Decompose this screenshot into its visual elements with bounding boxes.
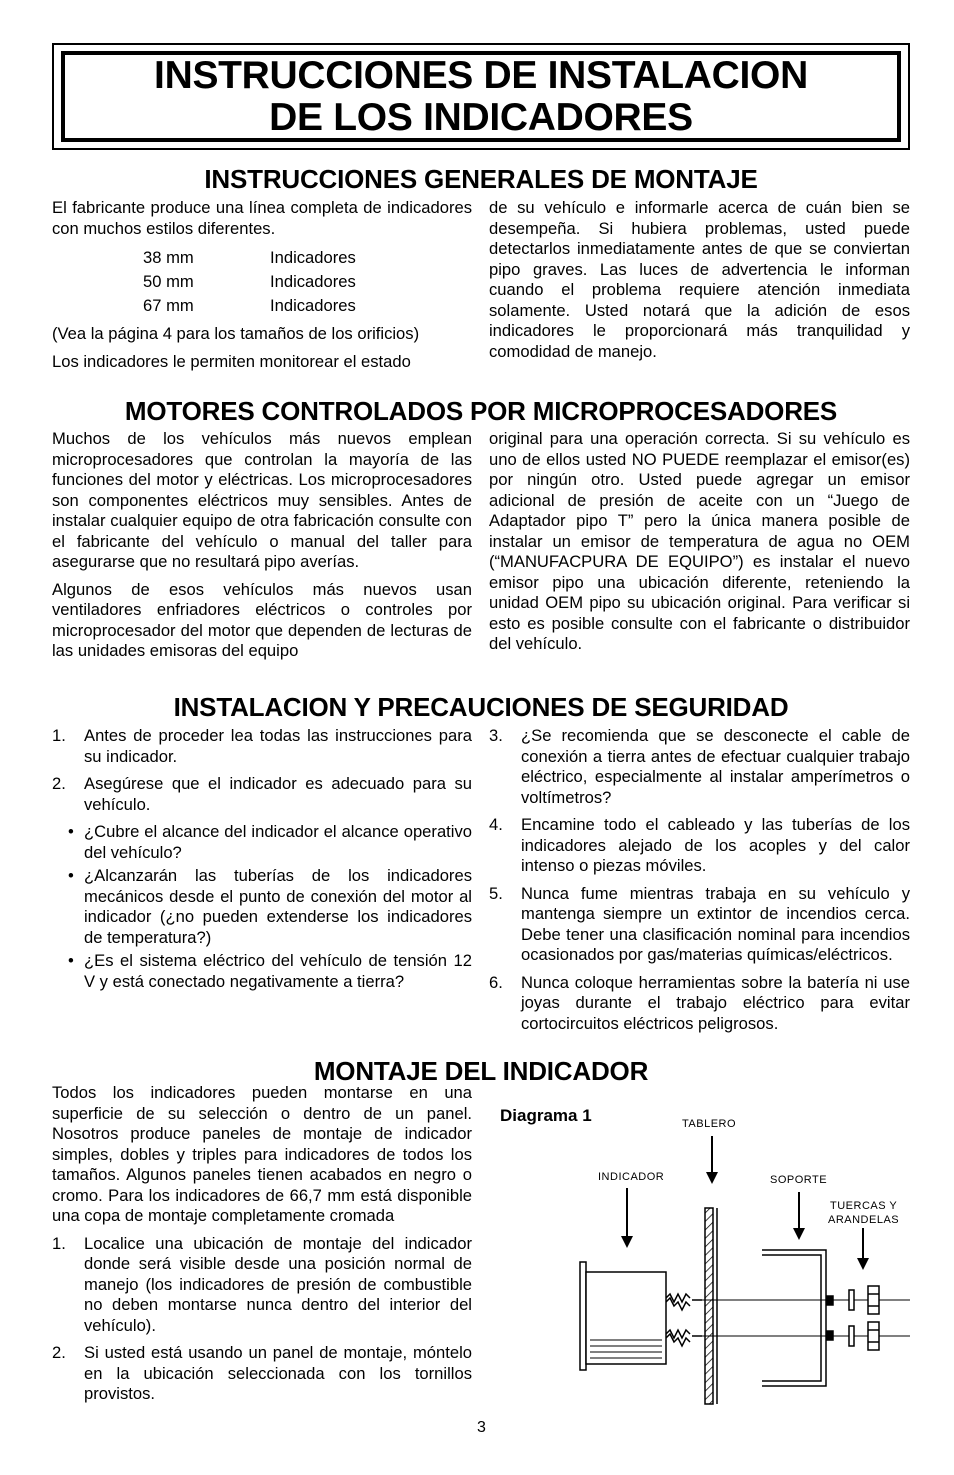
title-line-2: DE LOS INDICADORES xyxy=(269,95,693,139)
list-item: 1. Antes de proceder lea todas las instrucciones para su indicador. xyxy=(52,726,472,766)
label-tuercas-2: ARANDELAS xyxy=(828,1214,900,1226)
nut-icon xyxy=(849,1286,879,1350)
general-right-column xyxy=(489,198,910,369)
size-value: 50 mm xyxy=(143,272,194,291)
safety-right-column xyxy=(489,726,910,1041)
bracket xyxy=(762,1250,833,1386)
gauge-body xyxy=(580,1262,666,1370)
general-p1: El fabricante produce una línea completa de indicadores con muchos estilos diferentes. xyxy=(52,198,472,238)
label-soporte: SOPORTE xyxy=(770,1174,828,1186)
label-indicador: INDICADOR xyxy=(598,1171,665,1183)
list-item: 5. Nunca fume mientras trabaja en su vehículo y mantenga siempre un extintor de incendios cerca. Debe tener una clasificación nominal para incendios ocasionados por gas/materias químicas/eléctricos. xyxy=(489,883,910,964)
micro-p1: Muchos de los vehículos más nuevos emplean microprocesadores que controlan la mayoría de las funciones del motor y eléctricas. Los microprocesadores son componentes eléctricos muy sensibles. Antes de instalar cualquier equipo de otra fabricación consulte con el fabricante del vehículo o manual del taller para asegurarse que no resultará pipo averías. xyxy=(52,429,472,571)
size-label: Indicadores xyxy=(270,248,356,267)
list-item: 6. Nunca coloque herramientas sobre la batería ni use joyas durante el trabajo eléctrico para evitar cortocircuitos eléctricos peligrosos. xyxy=(489,972,910,1033)
bullet-item: • ¿Cubre el alcance del indicador el alcance operativo del vehículo? xyxy=(68,822,472,862)
panel xyxy=(705,1208,717,1404)
safety-left-column xyxy=(52,726,472,995)
diagram-title: Diagrama 1 xyxy=(500,1106,592,1125)
mounting-diagram xyxy=(570,1110,915,1410)
mount-heading: MONTAJE DEL INDICADOR xyxy=(313,1056,649,1086)
sizes-row xyxy=(52,294,472,318)
label-tablero: TABLERO xyxy=(682,1118,737,1130)
safety-list-left xyxy=(52,726,472,815)
safety-bullets xyxy=(52,822,472,992)
list-item: 1. Localice una ubicación de montaje del indicador donde será visible desde una posición normal de manejo (los indicadores de presión de combustible no deben montarse nunca dentro del interior del vehículo). xyxy=(52,1233,472,1335)
micro-p3: original para una operación correcta. Si su vehículo es uno de ellos usted NO PUEDE reemplazar el emisor(es) por ningún otro. Usted puede agregar un emisor adicional de presión de aceite con un “Juego de Adaptador pipo T” pero la única manera posible de instalar un emisor de temperatura de agua no OEM (“MANUFACPURA DE EQUIPO”) es instalar el nuevo emisor pipo una ubicación diferente, reteniendo la unidad OEM pipo su ubicación original. Para verificar si esto es posible consulte con el fabricante o distribuidor del vehículo. xyxy=(489,429,910,653)
general-p4: de su vehículo e informarle acerca de cuán bien se desempeña. Si hubiera problemas, usted puede detectarlos inmediatamente antes de que se conviertan pipo graves. Las luces de advertencia le informan cuando el problema requiere atención inmediata solamente. Usted notará que la adición de esos indicadores le proporcionará más tranquilidad y comodidad de manejo. xyxy=(489,198,910,361)
bullet-item: • ¿Es el sistema eléctrico del vehículo de tensión 12 V y está conectado negativamente a tierra? xyxy=(68,951,472,991)
mount-p1: Todos los indicadores pueden montarse en una superficie de su selección o dentro de un panel. Nosotros produce paneles de montaje de indicador simples, dobles y triples para indicadores de todos los tamaños. Algunos paneles tienen acabados en negro o cromo. Para los indicadores de 66,7 mm está disponible una copa de montaje completamente cromada xyxy=(52,1083,472,1225)
general-left-column xyxy=(52,198,472,379)
micro-heading: MOTORES CONTROLADOS POR MICROPROCESADORES xyxy=(124,396,838,426)
size-label: Indicadores xyxy=(270,272,356,291)
sizes-row xyxy=(52,270,472,294)
micro-p2: Algunos de esos vehículos más nuevos usan ventiladores enfriadores eléctricos o controles por microprocesador del motor que dependen de lecturas de las unidades emisoras del equipo xyxy=(52,579,472,660)
size-label: Indicadores xyxy=(270,296,356,315)
title-box xyxy=(52,43,910,150)
micro-right-column xyxy=(489,429,910,662)
list-item: 3. ¿Se recomienda que se desconecte el cable de conexión a tierra antes de efectuar cualquier trabajo eléctrico, especialmente al instalar amperímetros o voltímetros? xyxy=(489,726,910,807)
size-value: 38 mm xyxy=(143,248,194,267)
mount-list xyxy=(52,1234,472,1405)
safety-heading: INSTALACION Y PRECAUCIONES DE SEGURIDAD xyxy=(173,692,789,722)
general-p2: (Vea la página 4 para los tamaños de los orificios) xyxy=(52,324,420,343)
general-p3: Los indicadores le permiten monitorear el estado xyxy=(52,351,411,371)
list-item: 4. Encamine todo el cableado y las tuberías de los indicadores alejado de los acoples y del calor intenso o piezas móviles. xyxy=(489,815,910,875)
general-heading: INSTRUCCIONES GENERALES DE MONTAJE xyxy=(204,164,758,194)
micro-left-column xyxy=(52,429,472,669)
bullet-item: • ¿Alcanzarán las tuberías de los indicadores mecánicos desde el punto de conexión del motor al indicador (¿no pueden extenderse los indicadores de temperatura?) xyxy=(68,866,472,947)
list-item: 2. Si usted está usando un panel de montaje, móntelo en la ubicación seleccionada con los tornillos provistos. xyxy=(52,1343,472,1403)
label-tuercas-1: TUERCAS Y xyxy=(830,1200,898,1212)
safety-list-right xyxy=(489,726,910,1034)
list-item: 2. Asegúrese que el indicador es adecuado para su vehículo. xyxy=(52,774,472,814)
title-line-1: INSTRUCCIONES DE INSTALACION xyxy=(154,53,808,97)
title-frame xyxy=(61,51,901,142)
page-number: 3 xyxy=(477,1419,486,1436)
mount-left-column xyxy=(52,1083,472,1412)
sizes-row xyxy=(52,246,472,270)
sizes-list xyxy=(52,246,472,318)
size-value: 67 mm xyxy=(143,296,194,315)
